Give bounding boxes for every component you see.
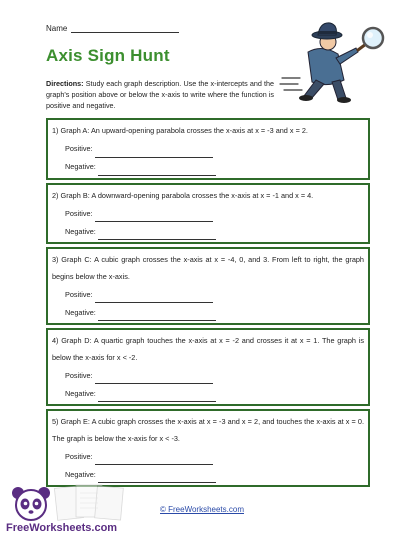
question-box-1	[46, 118, 370, 180]
question-text-2: 2) Graph B: A downward-opening parabola crosses the x-axis at x = -1 and x = 4.	[52, 190, 314, 200]
negative-label: Negative:	[65, 226, 96, 236]
answer-line[interactable]	[95, 455, 213, 465]
directions-label: Directions:	[46, 79, 84, 88]
name-label: Name	[46, 24, 68, 33]
detective-icon	[278, 18, 388, 106]
positive-field-3[interactable]	[52, 285, 364, 303]
negative-label: Negative:	[65, 307, 96, 317]
positive-label: Positive:	[65, 144, 93, 153]
negative-field-2[interactable]	[52, 222, 364, 240]
positive-label: Positive:	[65, 289, 93, 299]
question-box-4	[46, 328, 370, 406]
negative-label: Negative:	[65, 469, 96, 479]
question-text-5: 5) Graph E: A cubic graph crosses the x-axis at x = -3 and x = 2, and touches the x-axis at x = 0. The graph is below the x-axis for x < -3.	[52, 417, 364, 443]
answer-line[interactable]	[95, 374, 213, 384]
answer-line[interactable]	[95, 293, 213, 303]
name-row	[46, 24, 179, 33]
question-list	[46, 118, 370, 490]
question-box-2	[46, 183, 370, 245]
answer-line[interactable]	[95, 148, 213, 158]
answer-line[interactable]	[98, 311, 216, 321]
negative-field-4[interactable]	[52, 384, 364, 402]
answer-line[interactable]	[95, 212, 213, 222]
logo-text: FreeWorksheets.com	[6, 522, 118, 534]
answer-line[interactable]	[98, 230, 216, 240]
positive-label: Positive:	[65, 208, 93, 218]
negative-field-3[interactable]	[52, 303, 364, 321]
answer-line[interactable]	[98, 473, 216, 483]
directions-text: Study each graph description. Use the x-intercepts and the graph's position above or below the x-axis to write where the function is positive and negative.	[46, 79, 275, 111]
negative-field-1[interactable]	[52, 158, 364, 176]
positive-field-5[interactable]	[52, 447, 364, 465]
negative-label: Negative:	[65, 388, 96, 398]
question-text-3: 3) Graph C: A cubic graph crosses the x-axis at x = -4, 0, and 3. From left to right, the graph begins below the x-axis.	[52, 255, 364, 281]
positive-label: Positive:	[65, 370, 93, 380]
positive-field-4[interactable]	[52, 366, 364, 384]
negative-label: Negative:	[65, 162, 96, 171]
question-text-4: 4) Graph D: A quartic graph touches the x-axis at x = -2 and crosses it at x = 1. The graph is below the x-axis for x < -2.	[52, 336, 364, 362]
directions	[46, 78, 274, 112]
positive-field-1[interactable]	[52, 140, 364, 158]
question-box-5	[46, 409, 370, 487]
footer-link[interactable]: © FreeWorksheets.com	[160, 505, 244, 514]
positive-field-2[interactable]	[52, 204, 364, 222]
page-title: Axis Sign Hunt	[46, 46, 170, 65]
question-text-1: 1) Graph A: An upward-opening parabola crosses the x-axis at x = -3 and x = 2.	[52, 126, 308, 135]
answer-line[interactable]	[98, 392, 216, 402]
answer-line[interactable]	[98, 166, 216, 176]
negative-field-5[interactable]	[52, 465, 364, 483]
question-box-3	[46, 247, 370, 325]
panda-logo-icon	[4, 483, 154, 535]
positive-label: Positive:	[65, 451, 93, 461]
name-line[interactable]	[71, 24, 179, 33]
